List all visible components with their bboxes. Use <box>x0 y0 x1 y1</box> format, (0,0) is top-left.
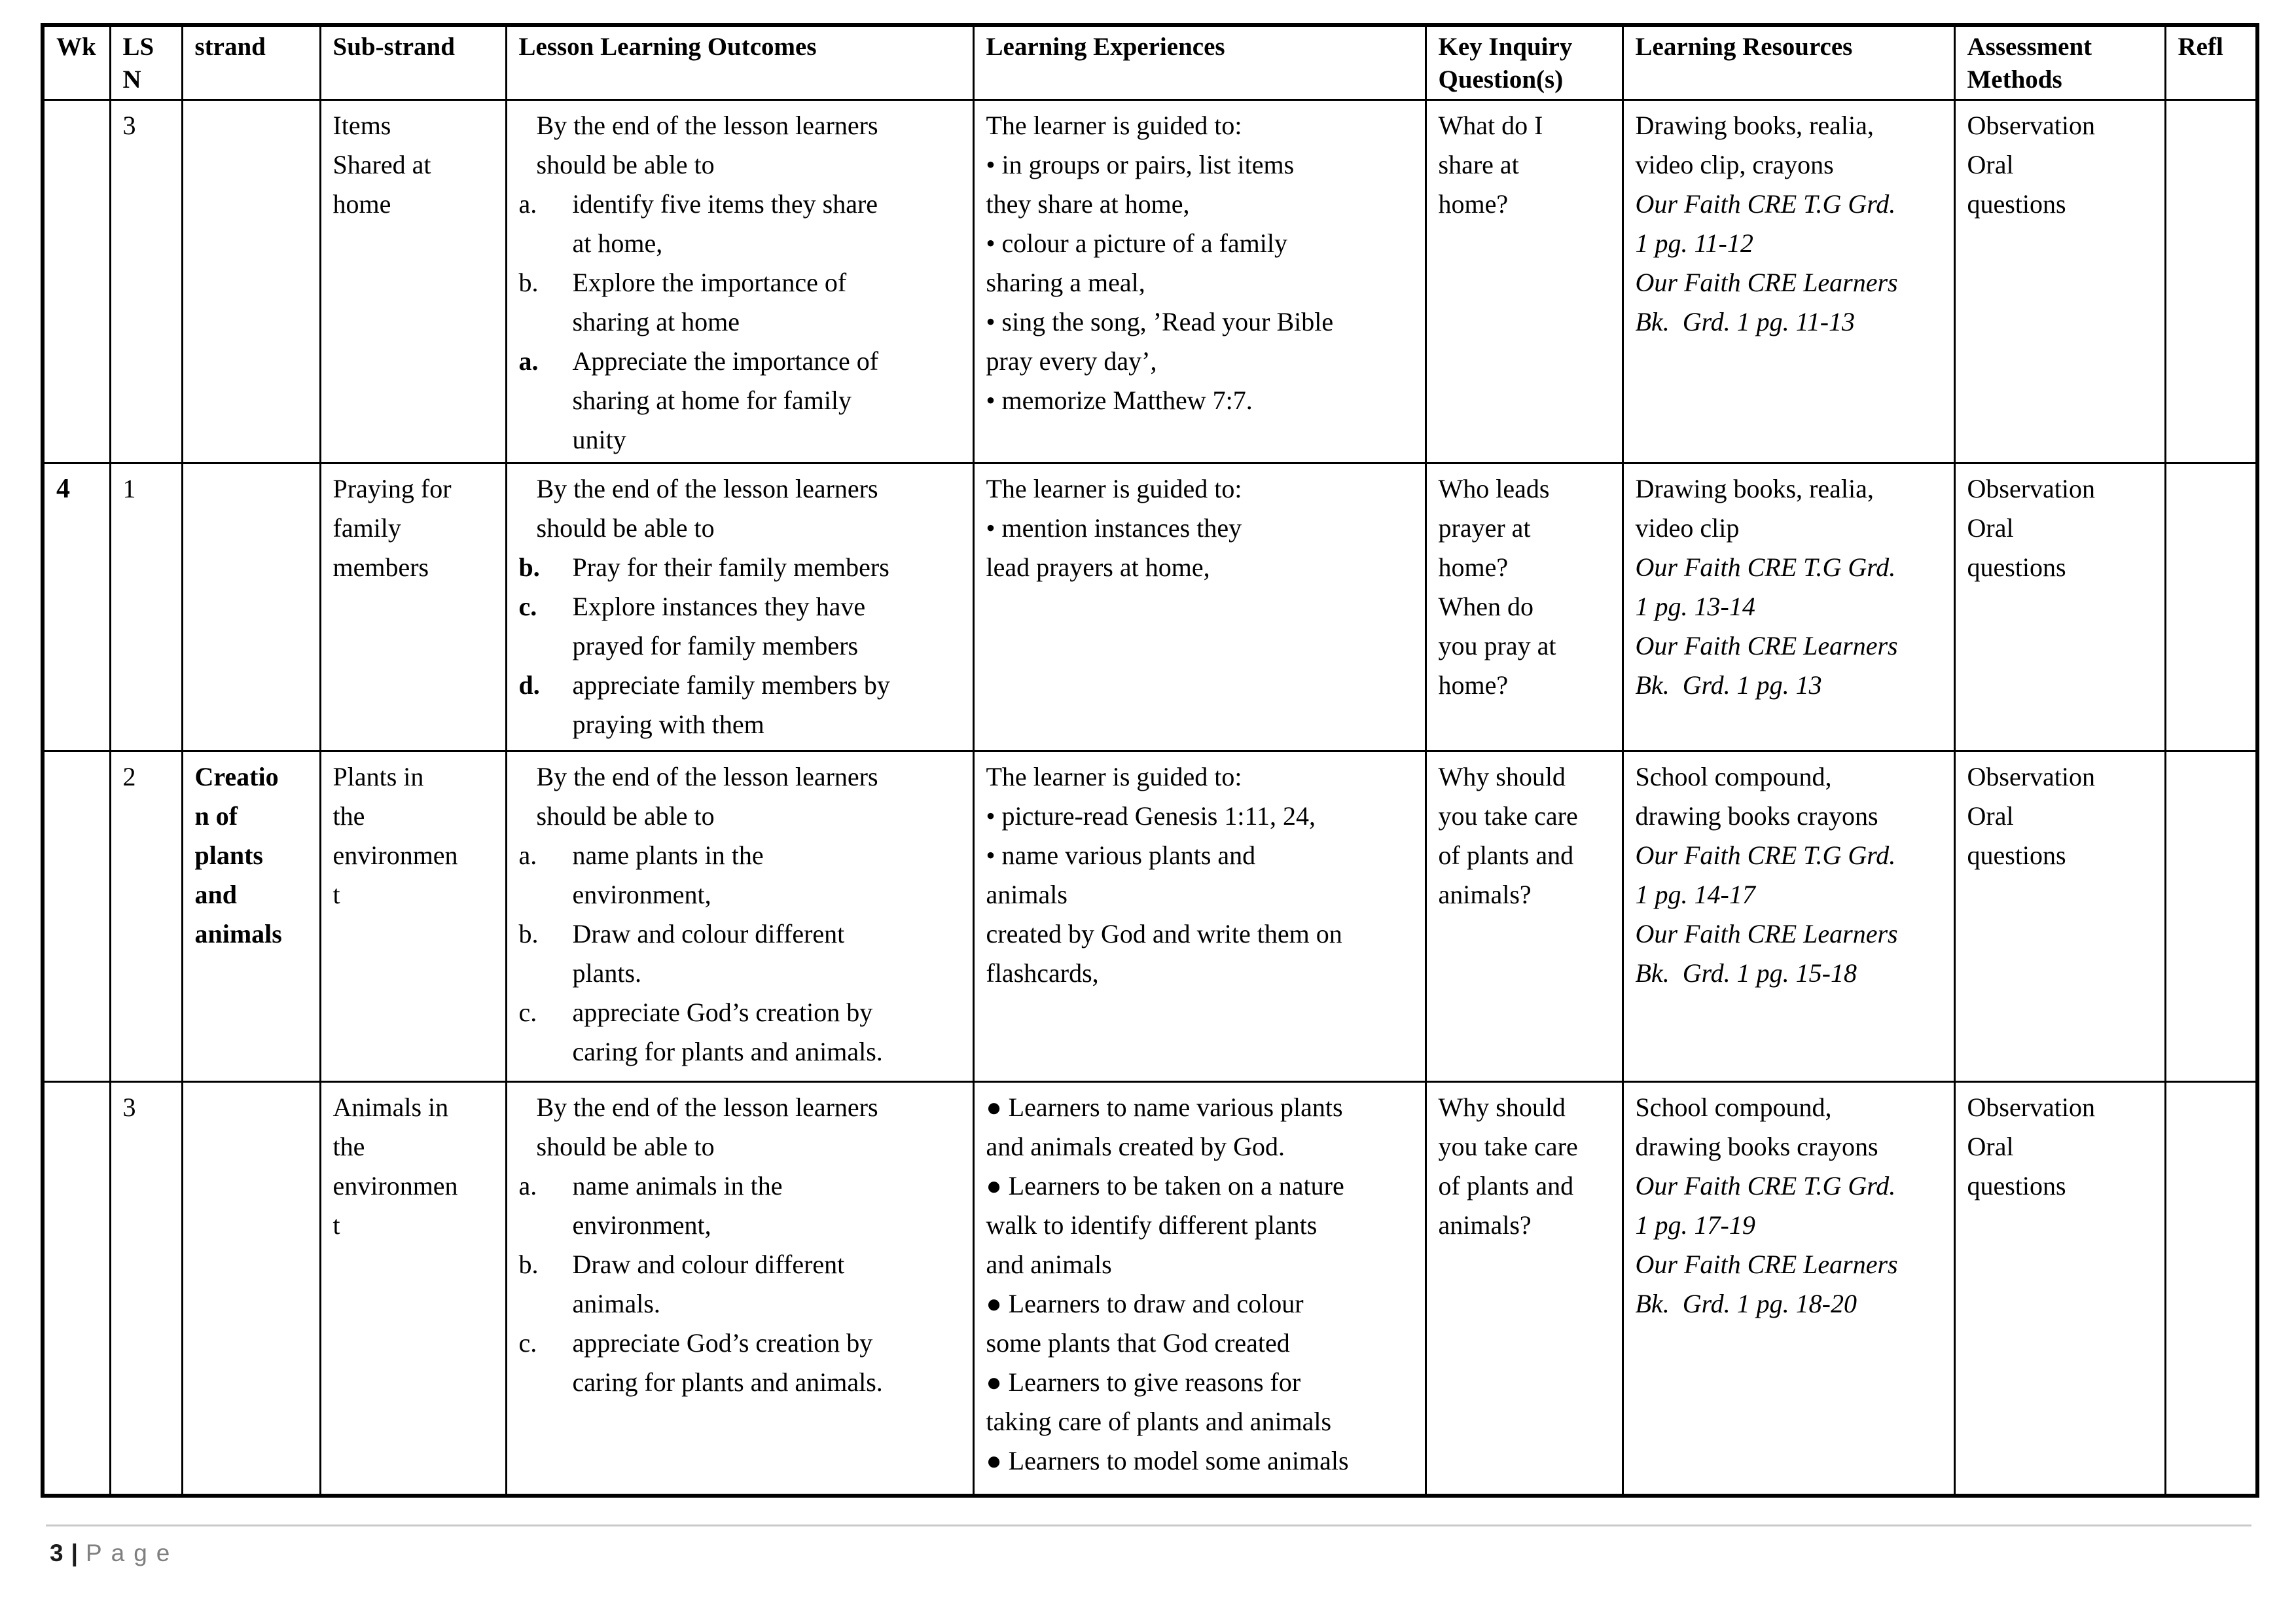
cell-strand <box>182 463 320 751</box>
outcome-text: Appreciate the importance of <box>572 346 879 376</box>
cell-lesson-number <box>110 463 182 751</box>
text-line: questions <box>1967 552 2066 582</box>
text-line: environmen <box>332 1171 458 1200</box>
outcome-letter: c. <box>518 1328 537 1358</box>
outcome-continuation: praying with them <box>572 710 764 739</box>
text-line: Animals in <box>332 1092 449 1122</box>
text-line: lead prayers at home, <box>986 552 1210 582</box>
outcome-intro: By the end of the lesson learners <box>536 762 878 791</box>
cell-learning-resources <box>1623 463 1954 751</box>
cell-week <box>43 751 110 1082</box>
outcome-text: appreciate family members by <box>572 670 890 700</box>
cell-week <box>43 463 110 751</box>
outcome-item <box>519 342 963 381</box>
page-number: 3 <box>50 1540 63 1566</box>
cell-strand <box>182 1082 320 1496</box>
text-line: animals? <box>1438 1210 1532 1240</box>
text-line: Oral <box>1967 150 2014 179</box>
cell-lesson-learning-outcomes <box>506 751 973 1082</box>
text-line: Shared at <box>332 150 431 179</box>
outcome-text: Pray for their family members <box>572 552 889 582</box>
cell-lesson-number <box>110 100 182 463</box>
text-line: Observation <box>1967 762 2096 791</box>
cell-week <box>43 100 110 463</box>
lesson-number: 3 <box>122 111 136 140</box>
text-line: Who leads <box>1438 474 1550 503</box>
cell-learning-resources <box>1623 100 1954 463</box>
outcome-intro: should be able to <box>536 801 715 831</box>
cell-learning-experiences <box>973 1082 1426 1496</box>
text-line: The learner is guided to: <box>986 111 1242 140</box>
text-line: they share at home, <box>986 189 1190 219</box>
cell-sub-strand <box>320 751 506 1082</box>
outcome-letter: b. <box>518 919 539 948</box>
outcome-letter: b. <box>518 552 540 582</box>
text-line: animals? <box>1438 880 1532 909</box>
cell-reflection <box>2165 100 2257 463</box>
outcome-continuation: animals. <box>572 1289 660 1318</box>
outcome-item <box>519 1245 963 1284</box>
text-line: family <box>332 513 401 543</box>
text-line: the <box>332 801 365 831</box>
outcome-item <box>519 993 963 1032</box>
cell-reflection <box>2165 751 2257 1082</box>
text-line: the <box>332 1132 365 1161</box>
text-line: The learner is guided to: <box>986 762 1242 791</box>
text-line: taking care of plants and animals <box>986 1407 1332 1436</box>
cell-lesson-learning-outcomes <box>506 1082 973 1496</box>
table-row <box>43 100 2257 463</box>
cell-assessment-methods <box>1954 100 2165 463</box>
outcome-continuation: plants. <box>572 958 642 988</box>
col-header-assessment-methods: Assessment Methods <box>1954 25 2165 100</box>
cell-key-inquiry-question <box>1426 751 1623 1082</box>
cell-learning-experiences <box>973 751 1426 1082</box>
outcome-text: Draw and colour different <box>572 1250 845 1279</box>
col-header-lesson-number: LS N <box>110 25 182 100</box>
text-line: n of <box>194 801 238 831</box>
outcome-continuation: sharing at home for family <box>572 386 852 415</box>
outcome-text: Draw and colour different <box>572 919 845 948</box>
resource-item: Drawing books, realia, <box>1635 111 1874 140</box>
resource-book-title: Our Faith CRE T.G Grd. <box>1635 189 1896 219</box>
resource-book-title: Our Faith CRE Learners <box>1635 631 1898 660</box>
outcome-intro: By the end of the lesson learners <box>536 1092 878 1122</box>
text-line: Plants in <box>332 762 424 791</box>
outcome-intro: should be able to <box>536 1132 715 1161</box>
text-line: ● Learners to draw and colour <box>986 1289 1304 1318</box>
text-line: Observation <box>1967 474 2096 503</box>
text-line: of plants and <box>1438 1171 1574 1200</box>
text-line: ● Learners to give reasons for <box>986 1367 1301 1397</box>
outcome-text: appreciate God’s creation by <box>572 998 873 1027</box>
outcome-letter: a. <box>518 1171 537 1200</box>
cell-assessment-methods <box>1954 463 2165 751</box>
week-number: 4 <box>56 474 70 504</box>
schemes-of-work-table <box>41 23 2259 1498</box>
cell-assessment-methods <box>1954 751 2165 1082</box>
resource-book-title: Our Faith CRE T.G Grd. <box>1635 552 1896 582</box>
text-line: you take care <box>1438 1132 1578 1161</box>
text-line: • sing the song, ’Read your Bible <box>986 307 1334 336</box>
outcome-continuation: environment, <box>572 1210 711 1240</box>
text-line: and animals <box>986 1250 1112 1279</box>
outcome-text: appreciate God’s creation by <box>572 1328 873 1358</box>
resource-item: drawing books crayons <box>1635 1132 1878 1161</box>
cell-key-inquiry-question <box>1426 100 1623 463</box>
text-line: t <box>332 880 340 909</box>
resource-item: Drawing books, realia, <box>1635 474 1874 503</box>
cell-lesson-number <box>110 751 182 1082</box>
text-line: animals <box>194 919 282 948</box>
cell-sub-strand <box>320 463 506 751</box>
outcome-continuation: environment, <box>572 880 711 909</box>
outcome-item <box>519 587 963 626</box>
outcome-letter: d. <box>518 670 540 700</box>
lesson-number: 1 <box>122 474 136 503</box>
col-header-learning-resources: Learning Resources <box>1623 25 1954 100</box>
text-line: Oral <box>1967 801 2014 831</box>
outcome-letter: c. <box>518 592 537 621</box>
resource-book-title: Our Faith CRE T.G Grd. <box>1635 840 1896 870</box>
text-line: Observation <box>1967 111 2096 140</box>
outcome-text: Explore the importance of <box>572 268 847 297</box>
resource-item: video clip, crayons <box>1635 150 1834 179</box>
outcome-intro: should be able to <box>536 150 715 179</box>
outcome-letter: c. <box>518 998 537 1027</box>
cell-assessment-methods <box>1954 1082 2165 1496</box>
text-line: of plants and <box>1438 840 1574 870</box>
resource-book-title: Bk. Grd. 1 pg. 11-13 <box>1635 307 1856 336</box>
outcome-intro: should be able to <box>536 513 715 543</box>
cell-reflection <box>2165 463 2257 751</box>
outcome-item <box>519 836 963 875</box>
text-line: • mention instances they <box>986 513 1242 543</box>
text-line: What do I <box>1438 111 1543 140</box>
resource-book-title: Bk. Grd. 1 pg. 15-18 <box>1635 958 1857 988</box>
outcome-item <box>519 1166 963 1206</box>
outcome-continuation: caring for plants and animals. <box>572 1037 883 1066</box>
text-line: Observation <box>1967 1092 2096 1122</box>
text-line: you pray at <box>1438 631 1556 660</box>
col-header-reflection: Refl <box>2165 25 2257 100</box>
cell-strand <box>182 100 320 463</box>
resource-book-title: Bk. Grd. 1 pg. 18-20 <box>1635 1289 1857 1318</box>
cell-sub-strand <box>320 1082 506 1496</box>
resource-book-title: 1 pg. 11-12 <box>1635 228 1753 258</box>
outcome-item <box>519 263 963 302</box>
resource-item: School compound, <box>1635 762 1832 791</box>
text-line: • in groups or pairs, list items <box>986 150 1295 179</box>
resource-book-title: Our Faith CRE Learners <box>1635 1250 1898 1279</box>
text-line: ● Learners to model some animals <box>986 1446 1349 1475</box>
text-line: environmen <box>332 840 458 870</box>
cell-lesson-learning-outcomes <box>506 100 973 463</box>
outcome-letter: b. <box>518 1250 539 1279</box>
text-line: home? <box>1438 189 1509 219</box>
col-header-sub-strand: Sub-strand <box>320 25 506 100</box>
table-row <box>43 463 2257 751</box>
text-line: When do <box>1438 592 1534 621</box>
text-line: sharing a meal, <box>986 268 1145 297</box>
text-line: some plants that God created <box>986 1328 1290 1358</box>
text-line: The learner is guided to: <box>986 474 1242 503</box>
col-header-lesson-learning-outcomes: Lesson Learning Outcomes <box>506 25 973 100</box>
text-line: pray every day’, <box>986 346 1157 376</box>
text-line: • picture-read Genesis 1:11, 24, <box>986 801 1316 831</box>
outcome-text: name animals in the <box>572 1171 783 1200</box>
footer-separator: | <box>71 1540 78 1566</box>
text-line: animals <box>986 880 1067 909</box>
col-header-week: Wk <box>43 25 110 100</box>
outcome-text: identify five items they share <box>572 189 878 219</box>
col-header-learning-experiences: Learning Experiences <box>973 25 1426 100</box>
outcome-letter: a. <box>518 346 539 376</box>
outcome-continuation: unity <box>572 425 626 454</box>
text-line: questions <box>1967 189 2066 219</box>
outcome-item <box>519 914 963 954</box>
text-line: members <box>332 552 429 582</box>
text-line: created by God and write them on <box>986 919 1342 948</box>
outcome-item <box>519 1324 963 1363</box>
table-header-row <box>43 25 2257 100</box>
col-header-key-inquiry-questions: Key Inquiry Question(s) <box>1426 25 1623 100</box>
text-line: Praying for <box>332 474 452 503</box>
text-line: Items <box>332 111 391 140</box>
resource-book-title: Bk. Grd. 1 pg. 13 <box>1635 670 1822 700</box>
text-line: • name various plants and <box>986 840 1256 870</box>
text-line: home? <box>1438 552 1509 582</box>
outcome-intro: By the end of the lesson learners <box>536 474 878 503</box>
lesson-number: 2 <box>122 762 136 791</box>
text-line: Why should <box>1438 1092 1566 1122</box>
resource-book-title: 1 pg. 13-14 <box>1635 592 1755 621</box>
resource-item: drawing books crayons <box>1635 801 1878 831</box>
cell-sub-strand <box>320 100 506 463</box>
text-line: ● Learners to name various plants <box>986 1092 1343 1122</box>
cell-learning-resources <box>1623 751 1954 1082</box>
text-line: you take care <box>1438 801 1578 831</box>
outcome-intro: By the end of the lesson learners <box>536 111 878 140</box>
page-footer <box>50 1540 179 1567</box>
text-line: Oral <box>1967 513 2014 543</box>
outcome-continuation: at home, <box>572 228 663 258</box>
text-line: questions <box>1967 1171 2066 1200</box>
outcome-letter: a. <box>518 840 537 870</box>
text-line: home? <box>1438 670 1509 700</box>
text-line: flashcards, <box>986 958 1099 988</box>
cell-learning-resources <box>1623 1082 1954 1496</box>
cell-week <box>43 1082 110 1496</box>
cell-lesson-learning-outcomes <box>506 463 973 751</box>
text-line: prayer at <box>1438 513 1531 543</box>
outcome-continuation: caring for plants and animals. <box>572 1367 883 1397</box>
resource-book-title: Our Faith CRE Learners <box>1635 268 1898 297</box>
table-row <box>43 751 2257 1082</box>
outcome-letter: a. <box>518 189 537 219</box>
cell-key-inquiry-question <box>1426 1082 1623 1496</box>
table-body <box>43 100 2257 1496</box>
text-line: ● Learners to be taken on a nature <box>986 1171 1344 1200</box>
footer-page-label: Page <box>85 1540 179 1566</box>
text-line: • colour a picture of a family <box>986 228 1287 258</box>
table-row <box>43 1082 2257 1496</box>
resource-book-title: Our Faith CRE Learners <box>1635 919 1898 948</box>
text-line: Why should <box>1438 762 1566 791</box>
outcome-letter: b. <box>518 268 539 297</box>
footer-rule <box>46 1525 2251 1526</box>
outcome-text: Explore instances they have <box>572 592 866 621</box>
text-line: Creatio <box>194 762 279 791</box>
resource-book-title: 1 pg. 14-17 <box>1635 880 1755 909</box>
outcome-item <box>519 666 963 705</box>
outcome-continuation: prayed for family members <box>572 631 859 660</box>
cell-reflection <box>2165 1082 2257 1496</box>
text-line: Oral <box>1967 1132 2014 1161</box>
col-header-strand: strand <box>182 25 320 100</box>
text-line: and animals created by God. <box>986 1132 1285 1161</box>
outcome-continuation: sharing at home <box>572 307 740 336</box>
cell-lesson-number <box>110 1082 182 1496</box>
text-line: home <box>332 189 391 219</box>
text-line: questions <box>1967 840 2066 870</box>
cell-key-inquiry-question <box>1426 463 1623 751</box>
cell-learning-experiences <box>973 463 1426 751</box>
outcome-text: name plants in the <box>572 840 764 870</box>
text-line: share at <box>1438 150 1519 179</box>
resource-item: video clip <box>1635 513 1740 543</box>
cell-learning-experiences <box>973 100 1426 463</box>
text-line: t <box>332 1210 340 1240</box>
resource-book-title: Our Faith CRE T.G Grd. <box>1635 1171 1896 1200</box>
lesson-number: 3 <box>122 1092 136 1122</box>
text-line: and <box>194 880 237 909</box>
text-line: plants <box>194 840 263 870</box>
resource-item: School compound, <box>1635 1092 1832 1122</box>
outcome-item <box>519 185 963 224</box>
text-line: • memorize Matthew 7:7. <box>986 386 1253 415</box>
resource-book-title: 1 pg. 17-19 <box>1635 1210 1755 1240</box>
outcome-item <box>519 548 963 587</box>
text-line: walk to identify different plants <box>986 1210 1318 1240</box>
cell-strand <box>182 751 320 1082</box>
